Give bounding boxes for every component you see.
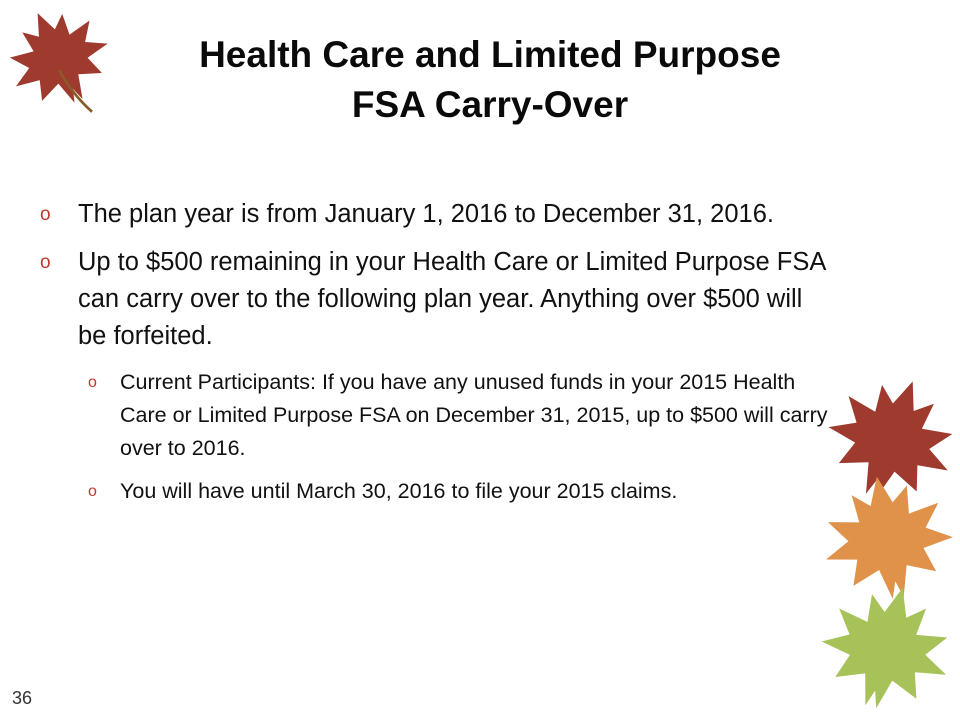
bullet-text: The plan year is from January 1, 2016 to December 31, 2016. [78, 200, 774, 228]
sub-bullet-item [40, 366, 830, 465]
sub-bullet-text: Current Participants: If you have any unused funds in your 2015 Health Care or Limited Purpose FSA on December 31, 2015, up to $500 will carry over to 2016. [120, 370, 828, 460]
bullet-item [40, 196, 830, 233]
title-line-2: FSA Carry-Over [351, 84, 629, 125]
bullet-marker: o [40, 204, 51, 225]
sub-bullet-item [40, 475, 830, 508]
bullet-marker: o [88, 483, 97, 500]
sub-bullet-text: You will have until March 30, 2016 to file your 2015 claims. [120, 479, 678, 503]
bullet-marker: o [40, 252, 51, 273]
bullet-item [40, 244, 830, 355]
slide-title [120, 30, 860, 130]
bullet-list [40, 196, 830, 518]
title-line-1: Health Care and Limited Purpose [199, 34, 781, 75]
bullet-text: Up to $500 remaining in your Health Care or Limited Purpose FSA can carry over to the following plan year. Anything over $500 will be forfeited. [78, 248, 825, 350]
page-number: 36 [12, 688, 33, 708]
bullet-marker: o [88, 374, 97, 391]
maple-leaf-icon [4, 4, 114, 114]
maple-leaf-icon [812, 580, 960, 720]
